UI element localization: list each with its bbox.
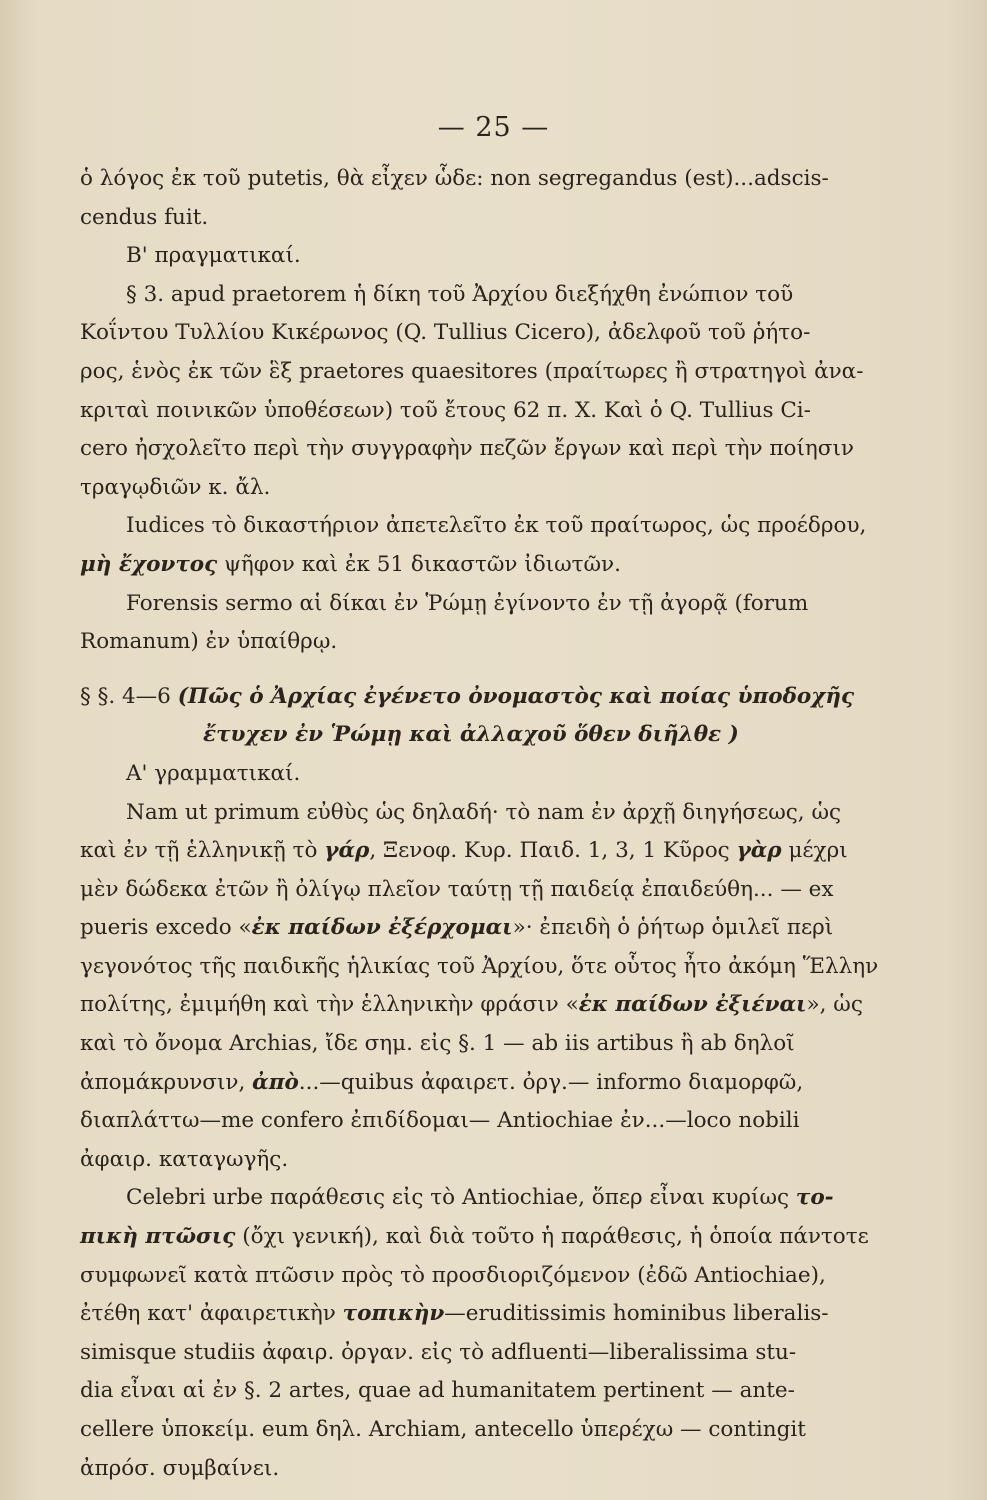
text-span: ἀπομάκρυνσιν,	[80, 1069, 253, 1095]
emphasis: μὴ ἔχοντος	[80, 551, 218, 577]
text-span: πολίτης, ἐμιμήθη καὶ τὴν ἑλληνικὴν φράσιν «	[80, 992, 579, 1018]
section-label: Α' γραμματικαί.	[126, 760, 301, 786]
text-line: dia εἶναι αἱ ἐν §. 2 artes, quae ad humanitatem pertinent — ante-	[80, 1378, 795, 1404]
text-line: cero ἠσχολεῖτο περὶ τὴν συγγραφὴν πεζῶν ἔργων καὶ περὶ τὴν ποίησιν	[80, 436, 854, 462]
text-line: § 3. apud praetorem ἡ δίκη τοῦ Ἀρχίου διεξήχθη ἐνώπιον τοῦ	[126, 281, 794, 307]
emphasis: γὰρ	[736, 838, 782, 864]
text-span: καὶ ἐν τῇ ἑλληνικῇ τὸ	[80, 838, 325, 864]
text-line	[80, 1179, 906, 1218]
text-line: τραγῳδιῶν κ. ἄλ.	[80, 474, 271, 500]
text-span: μέχρι	[781, 838, 848, 864]
emphasis: τοπικὴν	[342, 1301, 445, 1327]
text-span: , Ξενοφ. Κυρ. Παιδ. 1, 3, 1 Κῦρος	[369, 838, 737, 864]
text-line: cellere ὑποκείμ. eum δηλ. Archiam, antecello ὑπερέχω — contingit	[80, 1417, 806, 1442]
section-title: (Πῶς ὁ Ἀρχίας ἐγένετο ὀνομαστὸς καὶ ποίας ὑποδοχῆς	[177, 683, 855, 709]
text-line	[80, 546, 906, 585]
text-line	[80, 909, 906, 948]
text-line: μὲν δώδεκα ἐτῶν ἢ ὀλίγῳ πλεῖον ταύτῃ τῇ παιδείᾳ ἐπαιδεύθη... — ex	[80, 876, 834, 902]
text-span: pueris excedo «	[80, 915, 252, 941]
section-number: § §. 4—6	[80, 683, 178, 709]
text-line: Κοΐντου Τυλλίου Κικέρωνος (Q. Tullius Cicero), ἀδελφοῦ τοῦ ῥήτο-	[80, 320, 811, 346]
text-line: Iudices τὸ δικαστήριον ἀπετελεῖτο ἐκ τοῦ πραίτωρος, ὡς προέδρου,	[126, 513, 867, 539]
spacer	[80, 662, 906, 678]
text-line	[80, 986, 906, 1025]
text-line: γεγονότος τῆς παιδικῆς ἡλικίας τοῦ Ἀρχίου, ὅτε οὗτος ἦτο ἀκόμη Ἕλλην	[80, 953, 879, 979]
emphasis: ἐκ παίδων ἐξιέναι	[578, 992, 807, 1018]
text-line: κριταὶ ποινικῶν ὑποθέσεων) τοῦ ἔτους 62 π. Χ. Καὶ ὁ Q. Tullius Ci-	[80, 397, 811, 423]
text-line: simisque studiis ἀφαιρ. ὀργαν. εἰς τὸ adfluenti—liberalissima stu-	[80, 1339, 797, 1365]
text-span: », ὡς	[806, 992, 863, 1018]
section-label: Β' πραγματικαί.	[126, 243, 301, 269]
body-text	[80, 160, 906, 1488]
text-line	[80, 1218, 906, 1257]
text-span: (ὄχι γενική), καὶ διὰ τοῦτο ἡ παράθεσις, ἡ ὁποία πάντοτε	[235, 1224, 869, 1250]
text-line: Forensis sermo αἱ δίκαι ἐν Ῥώμῃ ἐγίνοντο ἐν τῇ ἀγορᾷ (forum	[126, 590, 809, 616]
text-line: Nam ut primum εὐθὺς ὡς δηλαδή· τὸ nam ἐν ἀρχῇ διηγήσεως, ὡς	[126, 799, 842, 825]
text-span: Celebri urbe παράθεσις εἰς τὸ Antiochiae, ὅπερ εἶναι κυρίως	[126, 1185, 796, 1211]
text-line	[80, 1064, 906, 1103]
text-line: συμφωνεῖ κατὰ πτῶσιν πρὸς τὸ προσδιοριζόμενον (ἐδῶ Antiochiae),	[80, 1262, 826, 1288]
emphasis: το-	[795, 1185, 834, 1211]
text-line: ρος, ἑνὸς ἐκ τῶν ἓξ praetores quaesitores (πραίτωρες ἢ στρατηγοὶ ἀνα-	[80, 358, 864, 384]
text-line	[80, 832, 906, 871]
text-line: διαπλάττω—me confero ἐπιδίδομαι— Antiochiae ἐν...—loco nobili	[80, 1108, 800, 1134]
text-span: ἐτέθη κατ' ἀφαιρετικὴν	[80, 1301, 343, 1327]
section-heading	[80, 678, 906, 755]
text-line: καὶ τὸ ὄνομα Archias, ἴδε σημ. εἰς §. 1 — ab iis artibus ἢ ab δηλοῖ	[80, 1031, 795, 1057]
text-line: ἀπρόσ. συμβαίνει.	[80, 1455, 280, 1481]
text-line: ὁ λόγος ἐκ τοῦ putetis, θὰ εἶχεν ὧδε: non segregandus (est)...adscis-	[80, 166, 829, 191]
emphasis: γάρ	[324, 838, 370, 864]
section-title-cont: ἔτυχεν ἐν Ῥώμῃ καὶ ἀλλαχοῦ ὅθεν διῆλθε )	[203, 722, 739, 748]
text-line: cendus fuit.	[80, 204, 209, 230]
text-span: ...—quibus ἀφαιρετ. ὀργ.— informo διαμορφῶ,	[298, 1069, 804, 1095]
text-span: —eruditissimis hominibus liberalis-	[444, 1301, 829, 1327]
text-span: ψῆφον καὶ ἐκ 51 δικαστῶν ἰδιωτῶν.	[217, 551, 621, 577]
emphasis: ἐκ παίδων ἐξέρχομαι	[251, 915, 513, 941]
page-number: — 25 —	[437, 112, 550, 143]
text-line: ἀφαιρ. καταγωγῆς.	[80, 1146, 289, 1172]
emphasis: ἀπὸ	[252, 1069, 299, 1095]
text-line	[80, 1295, 906, 1334]
text-span: »· ἐπειδὴ ὁ ῥήτωρ ὁμιλεῖ περὶ	[512, 915, 834, 941]
emphasis: πικὴ πτῶσις	[80, 1224, 236, 1250]
text-line: Romanum) ἐν ὑπαίθρῳ.	[80, 629, 338, 655]
